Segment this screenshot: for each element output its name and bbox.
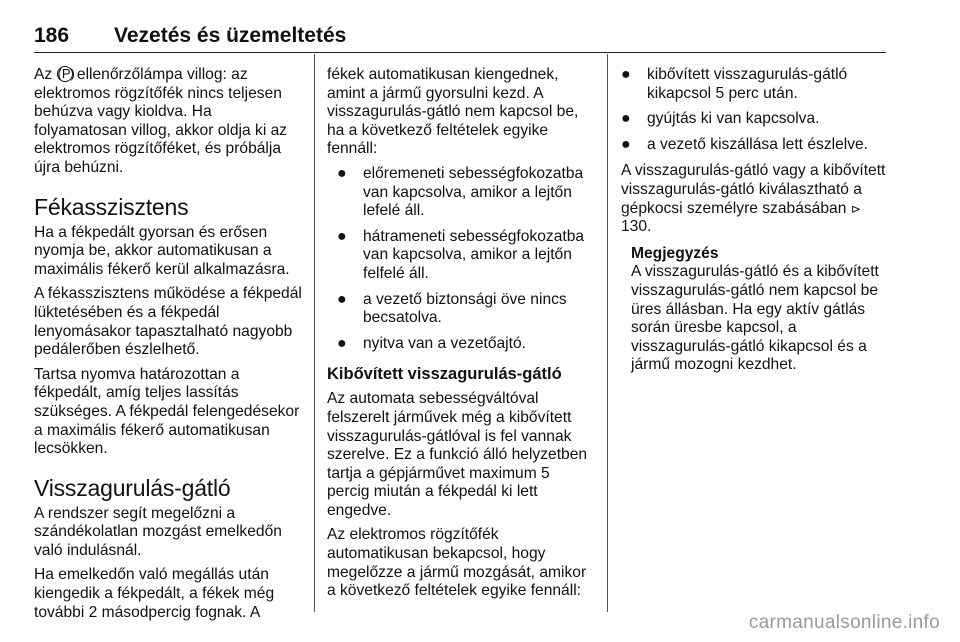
- page-reference-arrow-icon: ⊳: [850, 201, 861, 216]
- paragraph: A fékasszisztens működése a fékpedál lüktetésében és a fékpedál lenyomásakor tapasztalható nagyobb pedálerőben észlelhető.: [34, 285, 302, 359]
- column-3: [621, 66, 893, 375]
- watermark: carmanualsonline.info: [748, 612, 940, 633]
- note-box: [631, 245, 893, 375]
- bullet-icon: ●: [621, 110, 631, 128]
- list-item: ● hátrameneti sebességfokozatba van kapcsolva, amikor a lejtőn felfelé áll.: [337, 227, 585, 282]
- bullet-icon: ●: [337, 164, 347, 182]
- heading-extended-hill-hold: Kibővített visszagurulás-gátló: [327, 365, 562, 384]
- column-divider-1: [314, 54, 315, 612]
- condition-list: [621, 66, 893, 154]
- page-reference[interactable]: 130.: [621, 218, 652, 236]
- bullet-icon: ●: [337, 334, 347, 352]
- column-1: [34, 66, 306, 628]
- column-2: [327, 66, 595, 607]
- list-item: ● előremeneti sebességfokozatba van kapcsolva, amikor a lejtőn lefelé áll.: [337, 164, 584, 220]
- list-item: ● a vezető biztonsági öve nincs becsatolva.: [337, 290, 567, 327]
- heading-hill-hold: Visszagurulás-gátló: [34, 474, 231, 501]
- parking-brake-icon: (P): [57, 66, 75, 81]
- bullet-icon: ●: [337, 290, 347, 308]
- page-number: 186: [34, 24, 70, 47]
- chapter-title: Vezetés és üzemeltetés: [114, 24, 347, 47]
- paragraph: A rendszer segít megelőzni a szándékolatlan mozgást emelkedőn való indulásnál.: [34, 504, 282, 559]
- note-title: Megjegyzés: [631, 244, 719, 262]
- paragraph: A visszagurulás-gátló vagy a kibővített visszagurulás-gátló kiválasztható a gépkocsi személyre szabásában ⊳ 130.: [621, 162, 886, 236]
- list-item: ● gyújtás ki van kapcsolva.: [621, 110, 820, 128]
- paragraph: fékek automatikusan kiengednek, amint a jármű gyorsulni kezd. A visszagurulás-gátló nem kapcsol be, ha a következő feltételek egyike fennáll:: [327, 66, 579, 158]
- bullet-icon: ●: [337, 227, 347, 245]
- column-divider-2: [607, 54, 608, 612]
- paragraph: Tartsa nyomva határozottan a fékpedált, amíg teljes lassítás szükséges. A fékpedál felengedésekor a maximális fékerő automatikusan lecsökken.: [34, 365, 300, 458]
- condition-list: [327, 165, 595, 353]
- page-header: [34, 22, 886, 53]
- list-item: ● kibővített visszagurulás-gátló kikapcsol 5 perc után.: [621, 66, 848, 102]
- bullet-icon: ●: [621, 66, 631, 83]
- paragraph: Ha a fékpedált gyorsan és erősen nyomja be, akkor automatikusan a maximális fékerő kerül alkalmazásra.: [34, 223, 290, 278]
- note-text: A visszagurulás-gátló és a kibővített visszagurulás-gátló nem kapcsol be üres állásban. Ha egy aktív gátlás során üresbe kapcsol, a visszagurulás-gátló kikapcsol és a jármű mozogni kezdhet.: [631, 263, 879, 374]
- paragraph: Ha emelkedőn való megállás után kiengedik a fékpedált, a fékek még további 2 másodpercig fognak. A: [34, 566, 275, 621]
- list-item: ● nyitva van a vezetőajtó.: [337, 334, 526, 352]
- paragraph: Az automata sebességváltóval felszerelt járművek még a kibővített visszagurulás-gátlóval is fel vannak szerelve. Ez a funkció álló helyzetben tartja a gépjárművet maximum 5 percig miután a fékpedál ki lett engedve.: [327, 390, 588, 519]
- paragraph: Az elektromos rögzítőfék automatikusan bekapcsol, hogy megelőzze a jármű mozgását, amikor a következő feltételek egyike fennáll:: [327, 526, 587, 600]
- list-item: ● a vezető kiszállása lett észlelve.: [621, 135, 869, 153]
- bullet-icon: ●: [621, 135, 631, 153]
- heading-brake-assist: Fékasszisztens: [34, 193, 189, 220]
- intro-paragraph: Az (P) ellenőrzőlámpa villog: az elektromos rögzítőfék nincs teljesen behúzva vagy kioldva. Ha folyamatosan villog, akkor oldja ki az elektromos rögzítőféket, és próbálja újra behúzni.: [34, 66, 288, 176]
